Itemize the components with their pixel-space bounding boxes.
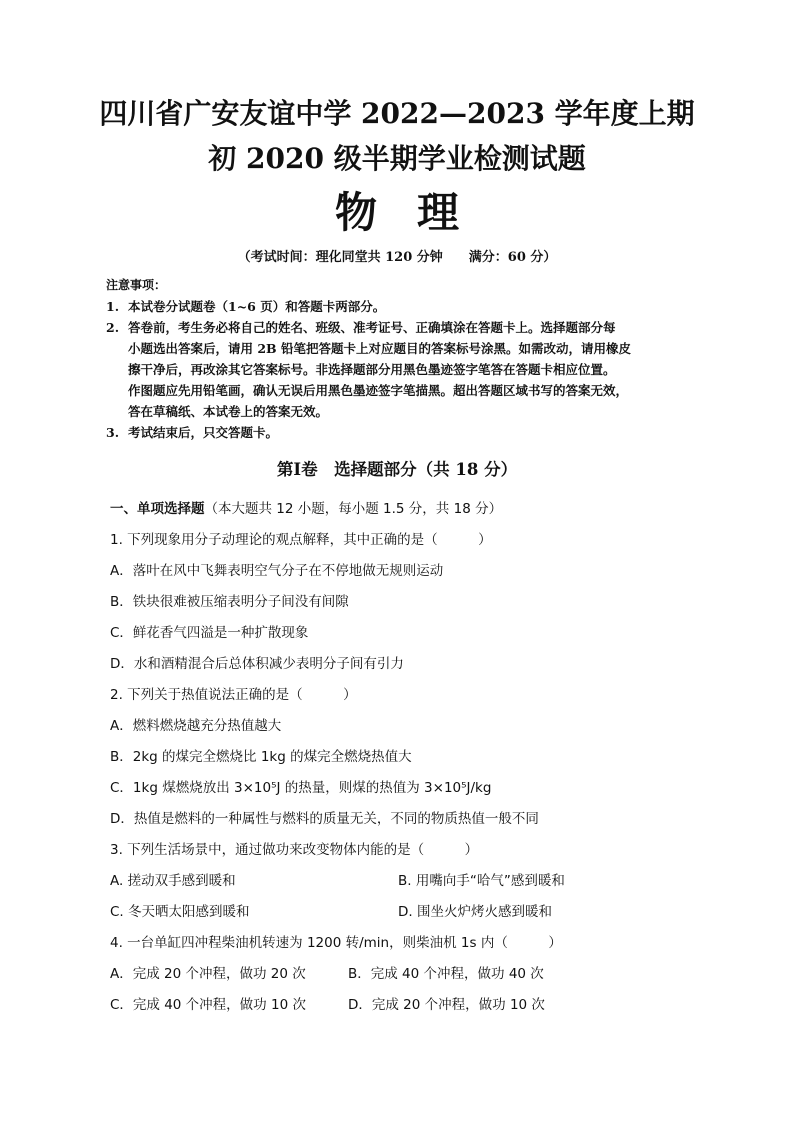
questions-area <box>110 498 700 1025</box>
note-number: 3. <box>106 425 120 440</box>
question-stem: 3. 下列生活场景中，通过做功来改变物体内能的是（ ） <box>110 842 479 858</box>
note-number: 1. <box>106 299 120 314</box>
option-c: C．鲜花香气四溢是一种扩散现象 <box>110 625 309 641</box>
option-row <box>110 901 700 932</box>
option-b: B．铁块很难被压缩表明分子间没有间隙 <box>110 594 349 610</box>
option-a: A．燃料燃烧越充分热值越大 <box>110 718 282 734</box>
part-heading-desc: （本大题共 12 小题，每小题 1.5 分，共 18 分） <box>204 501 503 517</box>
note-text: 考试结束后，只交答题卡。 <box>128 425 279 440</box>
option-row <box>110 963 700 994</box>
note-item <box>106 317 696 422</box>
option-c: C．1kg 煤燃烧放出 3×10⁵J 的热量，则煤的热值为 3×10⁵J/kg <box>110 780 492 796</box>
exam-info: （考试时间：理化同堂共 120 分钟 满分：60 分） <box>237 250 557 265</box>
part-heading-label: 一、单项选择题 <box>110 501 205 517</box>
notes-heading: 注意事项： <box>106 278 167 292</box>
option-a: A．完成 20 个冲程，做功 20 次 <box>110 966 306 982</box>
option-row <box>110 994 700 1025</box>
subject-title: 物理 <box>334 188 499 237</box>
note-text-line: 小题选出答案后，请用 2B 铅笔把答题卡上对应题目的答案标号涂黑。如需改动，请用橡皮 <box>128 341 631 356</box>
option-d: D. 围坐火炉烤火感到暖和 <box>398 904 552 920</box>
option-d: D．水和酒精混合后总体积减少表明分子间有引力 <box>110 656 404 672</box>
note-text-line: 答卷前，考生务必将自己的姓名、班级、准考证号、正确填涂在答题卡上。选择题部分每 <box>128 320 616 335</box>
note-number: 2. <box>106 320 120 335</box>
option-a: A．落叶在风中飞舞表明空气分子在不停地做无规则运动 <box>110 563 444 579</box>
section-title: 第Ⅰ卷 选择题部分（共 18 分） <box>276 460 518 479</box>
option-b: B．完成 40 个冲程，做功 40 次 <box>348 966 544 982</box>
question-stem: 2. 下列关于热值说法正确的是（ ） <box>110 687 357 703</box>
option-b: B. 用嘴向手“哈气”感到暖和 <box>398 873 565 889</box>
notes-section <box>106 275 696 443</box>
option-d: D．热值是燃料的一种属性与燃料的质量无关，不同的物质热值一般不同 <box>110 811 539 827</box>
note-text-line: 作图题应先用铅笔画，确认无误后用黑色墨迹签字笔描黑。超出答题区域书写的答案无效， <box>128 383 629 398</box>
option-row <box>110 870 700 901</box>
exam-title-line2: 初 2020 级半期学业检测试题 <box>208 142 586 175</box>
note-text-line: 擦干净后，再改涂其它答案标号。非选择题部分用黑色墨迹签字笔答在答题卡相应位置。 <box>128 362 616 377</box>
option-a: A. 搓动双手感到暖和 <box>110 873 236 889</box>
part-heading <box>110 498 700 529</box>
question-stem: 1. 下列现象用分子动理论的观点解释，其中正确的是（ ） <box>110 532 492 548</box>
note-item <box>106 422 696 443</box>
question-stem: 4. 一台单缸四冲程柴油机转速为 1200 转/min，则柴油机 1s 内（ ） <box>110 935 562 951</box>
note-text-line: 答在草稿纸、本试卷上的答案无效。 <box>128 404 329 419</box>
option-c: C．完成 40 个冲程，做功 10 次 <box>110 997 306 1013</box>
option-d: D．完成 20 个冲程，做功 10 次 <box>348 997 545 1013</box>
option-b: B．2kg 的煤完全燃烧比 1kg 的煤完全燃烧热值大 <box>110 749 412 765</box>
note-text: 本试卷分试题卷（1~6 页）和答题卡两部分。 <box>128 299 386 314</box>
note-item <box>106 296 696 317</box>
exam-title-line1: 四川省广安友谊中学 2022—2023 学年度上期 <box>99 97 695 130</box>
option-c: C. 冬天晒太阳感到暖和 <box>110 904 250 920</box>
